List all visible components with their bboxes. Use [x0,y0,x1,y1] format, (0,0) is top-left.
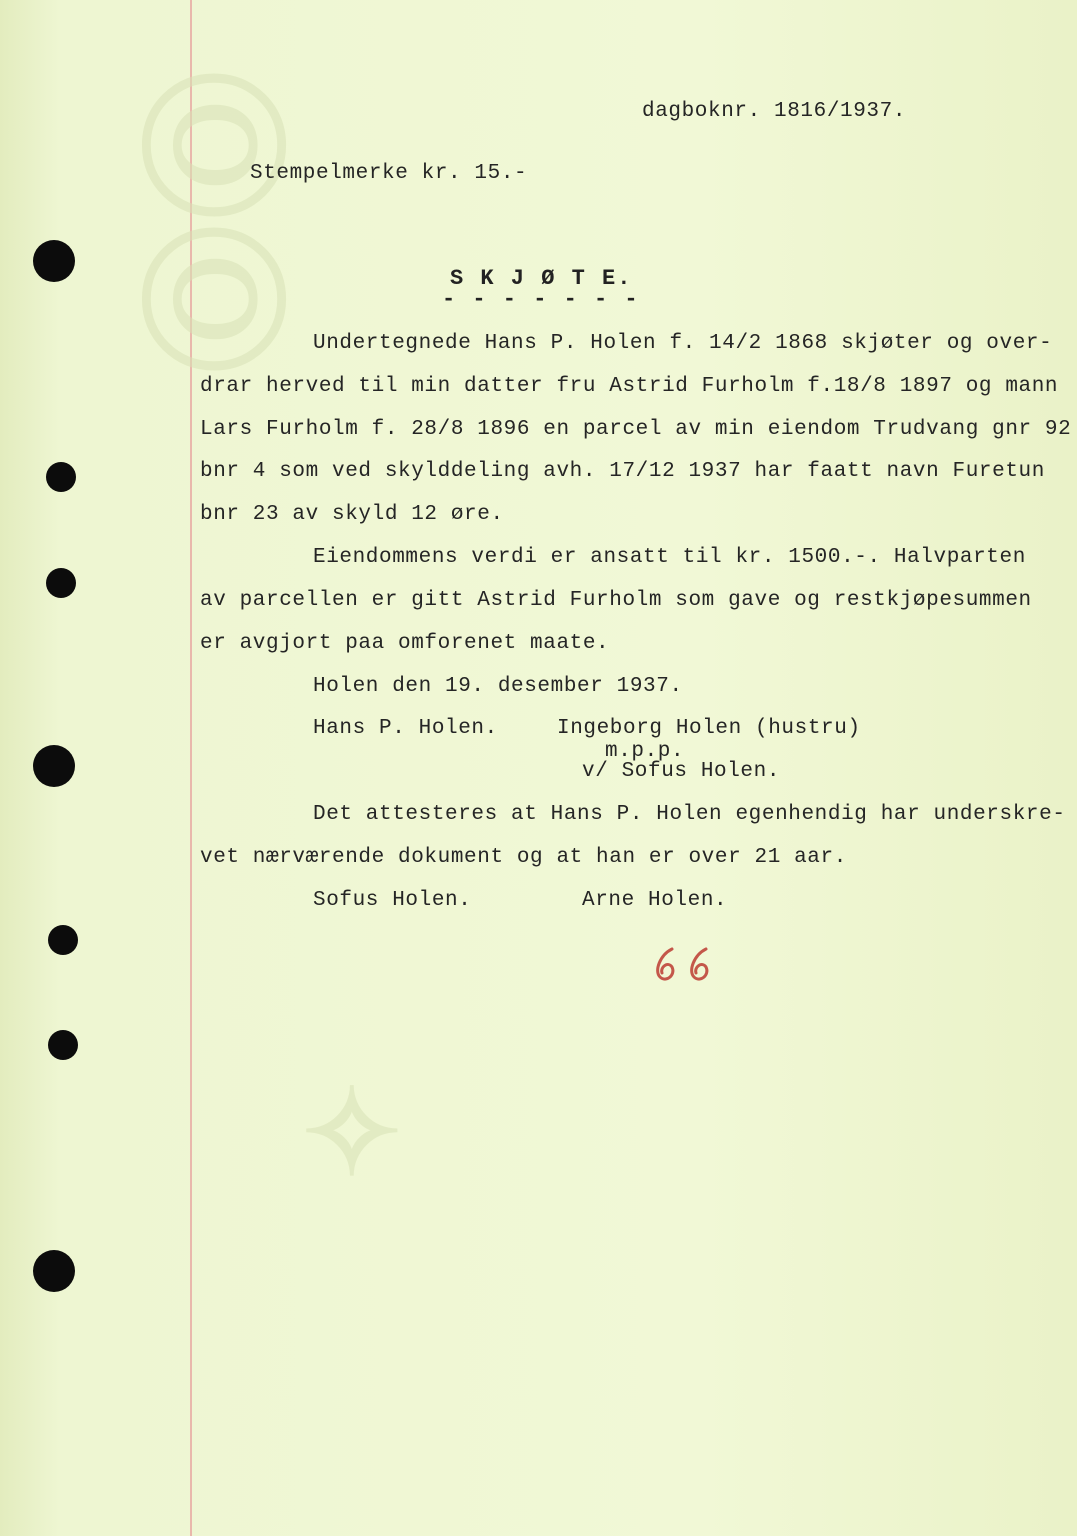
body-line: bnr 23 av skyld 12 øre. [200,503,504,526]
handwritten-mark [650,945,730,985]
spouse-signed-by: v/ Sofus Holen. [582,760,781,783]
punch-hole [46,462,76,492]
witness-signature: Sofus Holen. [313,889,472,912]
punch-hole [48,1030,78,1060]
stamp-fee: Stempelmerke kr. 15.- [250,162,528,185]
punch-hole [33,240,75,282]
spouse-signature: Ingeborg Holen (hustru) [557,717,861,740]
body-line: bnr 4 som ved skylddeling avh. 17/12 1937 har faatt navn Furetun [200,460,1045,483]
body-line: Eiendommens verdi er ansatt til kr. 1500.-. Halvparten [313,546,1026,569]
punch-hole [46,568,76,598]
punch-hole [48,925,78,955]
place-date: Holen den 19. desember 1937. [313,675,683,698]
spouse-mpp: m.p.p. [605,740,685,763]
diary-number: dagboknr. 1816/1937. [642,100,907,123]
paper-watermark: ✧ [279,1080,420,1185]
seller-signature: Hans P. Holen. [313,717,498,740]
body-line: er avgjort paa omforenet maate. [200,632,610,655]
witness-signature: Arne Holen. [582,889,728,912]
punch-hole [33,745,75,787]
document-title: S K J Ø T E. [450,266,633,291]
title-underline: - - - - - - - [442,287,640,312]
body-line: drar herved til min datter fru Astrid Furholm f.18/8 1897 og mann [200,375,1059,398]
body-line: Undertegnede Hans P. Holen f. 14/2 1868 skjøter og over- [313,332,1053,355]
body-line: av parcellen er gitt Astrid Furholm som gave og restkjøpesummen [200,589,1032,612]
paper-watermark: ⓄⓄ [121,70,297,379]
punch-hole [33,1250,75,1292]
attestation-line: Det attesteres at Hans P. Holen egenhendig har underskre- [313,803,1066,826]
attestation-line: vet nærværende dokument og at han er over 21 aar. [200,846,847,869]
body-line: Lars Furholm f. 28/8 1896 en parcel av min eiendom Trudvang gnr 92 [200,418,1072,441]
